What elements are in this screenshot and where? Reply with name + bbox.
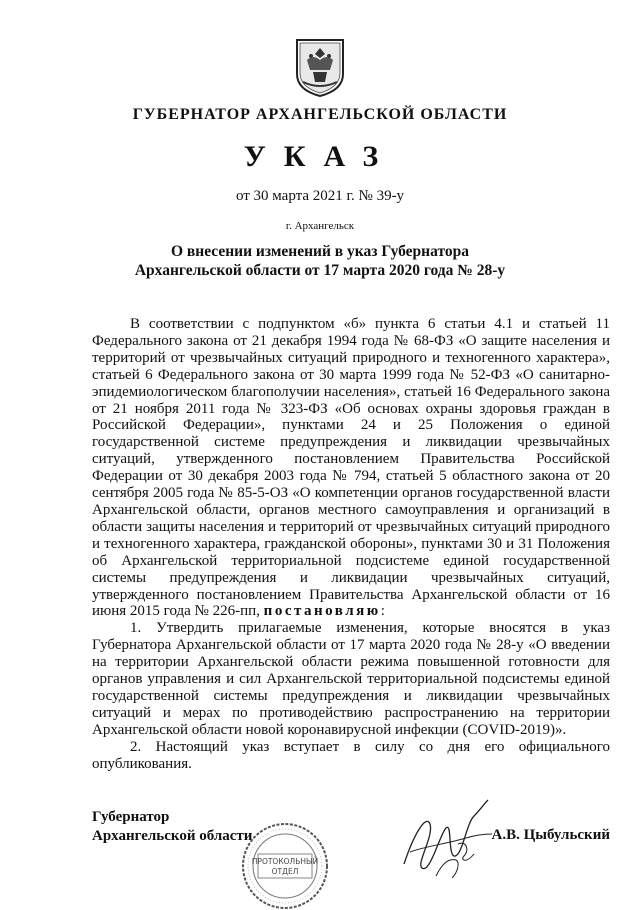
coat-of-arms-emblem: [291, 36, 349, 98]
stamp-text-2: ОТДЕЛ: [271, 867, 299, 876]
subject-line-2: Архангельской области от 17 марта 2020 года № 28-у: [134, 262, 506, 279]
document-city: г. Архангельск: [285, 220, 355, 232]
resolve-word: постановляю: [263, 603, 381, 620]
signatory-title-line-2: Архангельской области: [92, 828, 253, 844]
subject-line-1: О внесении изменений в указ Губернатора: [171, 243, 469, 260]
document-body: [92, 316, 610, 772]
preamble-paragraph: [92, 316, 610, 620]
official-stamp: [232, 816, 338, 910]
document-subject: [0, 242, 640, 280]
document-type: УКАЗ: [243, 140, 397, 173]
signatory-title: [92, 808, 252, 846]
handwritten-signature: [396, 794, 496, 884]
stamp-text-1: ПРОТОКОЛЬНЫЙ: [251, 857, 319, 866]
resolve-colon: :: [380, 603, 385, 620]
signatory-title-line-1: Губернатор: [92, 809, 170, 825]
issuer-title: ГУБЕРНАТОР АРХАНГЕЛЬСКОЙ ОБЛАСТИ: [132, 106, 508, 123]
preamble-text: В соответствии с подпунктом «б» пункта 6 статьи 4.1 и статьей 11 Федерального закона от 21 декабря 1994 года № 68-ФЗ «О защите населения и территорий от чрезвычайных ситуаций природного и техногенного характера», статьей 6 Федерального закона от 30 марта 1999 года № 52-ФЗ «О санитарно-эпидемиологическом благополучии населения», статьей 16 Федерального закона от 21 ноября 2011 года № 323-ФЗ «Об основах охраны здоровья граждан в Российской Федерации», пунктами 24 и 25 Положения о единой государственной системе предупреждения и ликвидации чрезвычайных ситуаций, утвержденного постановлением Правительства Российской Федерации от 30 декабря 2003 года № 794, статьей 5 областного закона от 20 сентября 2005 года № 85-5-ОЗ «О компетенции органов государственной власти Архангельской области, органов местного самоуправления и организаций в области защиты населения и территорий от чрезвычайных ситуаций природного и техногенного характера, гражданской обороны», пунктами 30 и 31 Положения об Архангельской территориальной подсистеме единой государственной системы предупреждения и ликвидации чрезвычайных ситуаций, утвержденного постановлением Правительства Архангельской области от 16 июня 2015 года № 226-пп,: [92, 316, 610, 620]
signatory-name: А.В. Цыбульский: [491, 827, 610, 843]
item-1-paragraph: 1. Утвердить прилагаемые изменения, которые вносятся в указ Губернатора Архангельской области от 17 марта 2020 года № 28-у «О введении на территории Архангельской области режима повышенной готовности для органов управления и сил Архангельской территориальной подсистемы единой государственной системы предупреждения и ликвидации чрезвычайных ситуаций и мерах по противодействию распространению на территории Архангельской области новой коронавирусной инфекции (COVID-2019)».: [92, 620, 610, 738]
document-date-number: от 30 марта 2021 г. № 39-у: [235, 188, 405, 204]
item-2-paragraph: 2. Настоящий указ вступает в силу со дня его официального опубликования.: [92, 738, 610, 772]
